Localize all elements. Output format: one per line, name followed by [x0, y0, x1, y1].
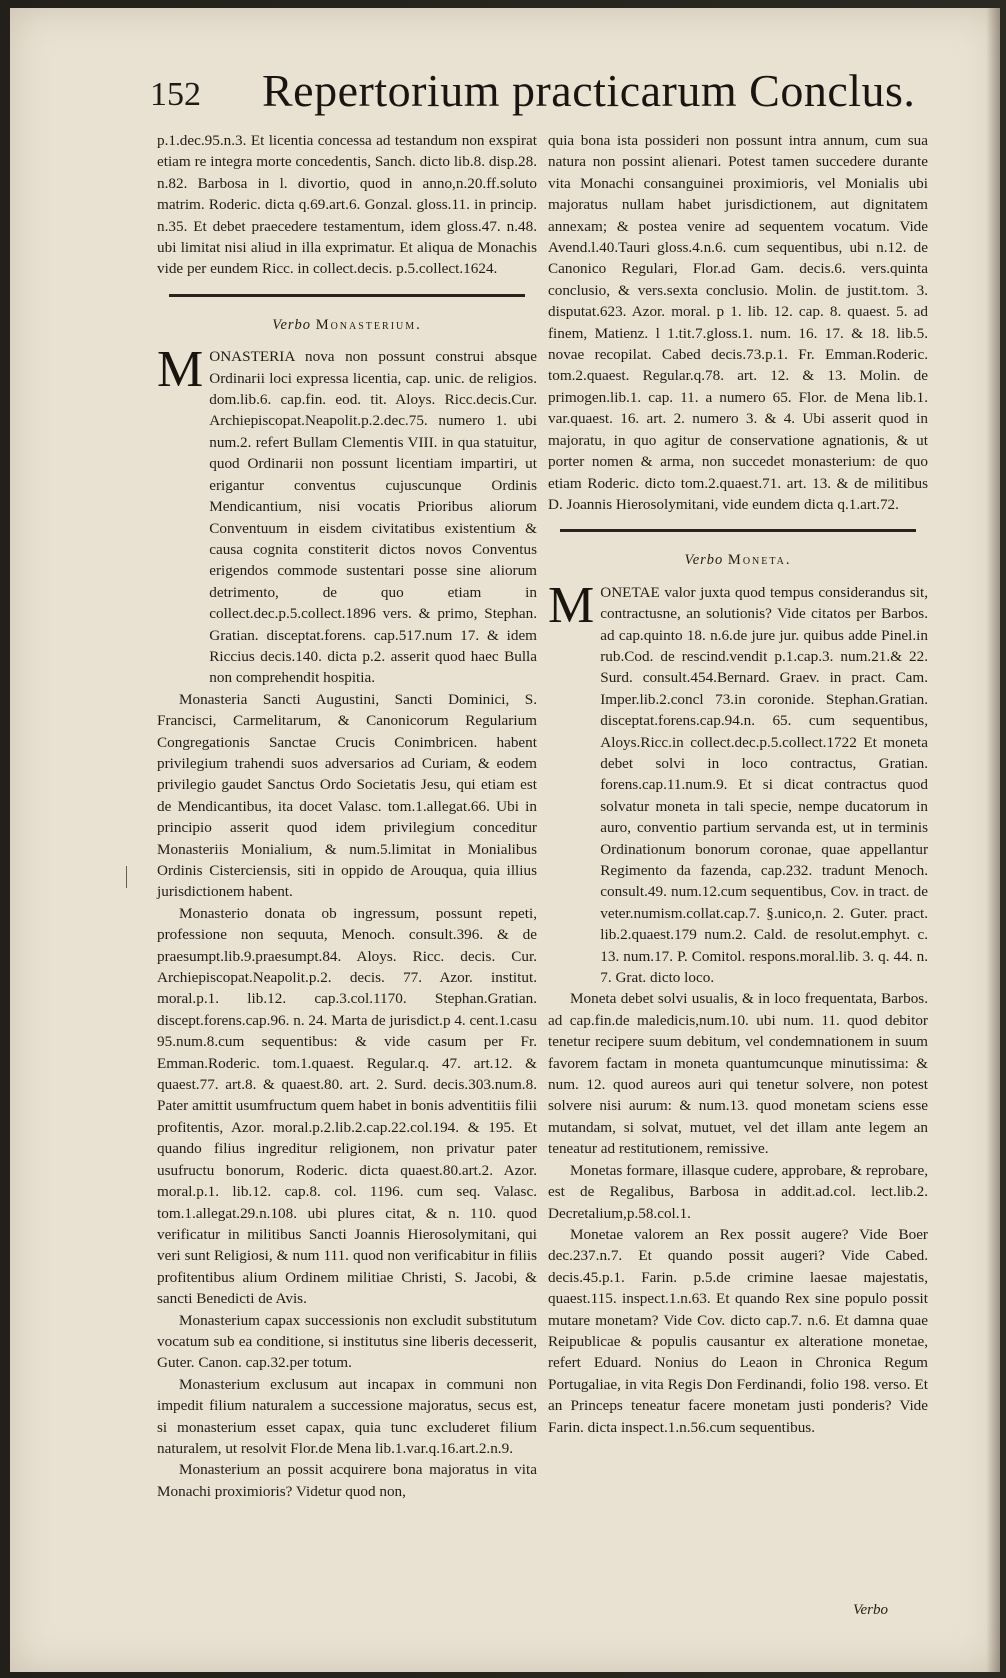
- paragraph: Monasterium exclusum aut incapax in communi non impedit filium naturalem a successione majoratus, secus est, si monasterium esset capax, quia tunc excluderet filium naturalem, ut resolvit Flor.de Mena lib.1.var.q.16.art.2.n.9.: [157, 1375, 537, 1457]
- paragraph: Monasterium an possit acquirere bona majoratus in vita Monachi proximioris? Videtur quod non,: [157, 1461, 537, 1500]
- section-heading-word: Monasterium.: [315, 316, 422, 333]
- first-paragraph: ONETAE valor juxta quod tempus considerandus sit, contractusne, an solutionis? Vide citatos per Barbos. ad cap.quinto 18. n.6.de jure jur. quibus adde Pinel.in rub.Cod. de rescind.vendit p.1.cap.3. num.21.& 22. Surd. consult.454.Bernard. Graev. in pract. Cam. Imper.lib.2.concl 73.in coronide. Stephan.Gratian. disceptat.forens.cap.94.n. 65. cum sequentibus, Aloys.Ricc.in collect.dec.p.5.collect.1722 Et moneta debet solvi in loco contractus, Gratian. forens.cap.11.num.9. Et si dicat contractus quod solvatur moneta in tali specie, nempe ducatorum in auro, conventio partium servanda est, ut in terminis Ordinationum bonorum coronae, quae appellantur Regimento da fazenda, cap.232. tradunt Menoch. consult.49. num.12.cum sequentibus, Cov. in tract. de veter.numism.collat.cap.7. §.unico,n. 2. Guter. pract. lib.2.quaest.179 num.2. Cald. de resolut.emphyt. c. 13. num.17. P. Comitol. respons.moral.lib. 3. q. 44. n. 7. Grat. dicto loco.: [600, 583, 928, 987]
- paragraph: Monasterio donata ob ingressum, possunt repeti, professione non sequuta, Menoch. consult.396. & de praesumpt.lib.9.praesumpt.84. Aloys. Ricc. decis. Cur. Archiepiscopat.Neapolit.p.2. decis. 77. Azor. institut. moral.p.1. lib.12. cap.3.col.1170. Stephan.Gratian. discept.forens.cap.96. n. 24. Marta de jurisdict.p 4. cent.1.casu 95.num.8.cum sequentibus: & vide casum per Fr. Emman.Roderic. tom.1.quaest. Regular.q. 47. art.12. & quaest.77. art.8. & quaest.80. art. 2. Surd. decis.303.num.8. Pater amittit usumfructum quem habet in bonis adventitiis filii profitentis, Azor. moral.p.2.lib.2.cap.22.col.194. & 195. Et quando filius ingreditur religionem, non privatur pater usufructu bonorum, Roderic. dicta quaest.80.art.2. Azor. moral.p.1. lib.12. cap.8. col. 1196. cum seq. Valasc. tom.1.allegat.29.n.108. ubi plures citat, & n. 110. quod verificatur in militibus Sancti Joannis Hierosolymitani, qui veri sunt Religiosi, & num 111. quod non verificabitur in filiis profitentibus alium Ordinem militiae Christi, S. Jacobi, & sancti Benedicti de Avis.: [157, 904, 537, 1308]
- paragraph: Monetas formare, illasque cudere, approbare, & reprobare, est de Regalibus, Barbosa in addit.ad.col. lect.lib.2. Decretalium,p.58.col.1.: [548, 1161, 928, 1222]
- section-heading-prefix: Verbo: [684, 552, 724, 569]
- right-column: [548, 130, 928, 1438]
- dropcap-initial: M: [548, 576, 595, 634]
- paragraph: Monasteria Sancti Augustini, Sancti Dominici, S. Francisci, Carmelitarum, & Canonicorum Regularium Congregationis Sanctae Crucis Conimbricen. habent privilegium trahendi suos adversarios ad Curiam, & eodem privilegio gaudet Sanctus Ordo Societatis Jesu, qui etiam est de Mendicantibus, ita docet Valasc. tom.1.allegat.66. Ubi in principio asserit quod idem privilegium conceditur Monasteriis Monialium, & num.5.limitat in Monialibus Ordinis Cisterciensis, siti in oppido de Arouqua, quia illius jurisdictionem habent.: [157, 690, 537, 901]
- continued-paragraph: quia bona ista possideri non possunt intra annum, cum sua natura non possint alienari. Potest tamen succedere durante vita Monachi consanguinei proximioris, vel Monialis ubi majoratus nullam habet jurisdictionem, aut dignitatem annexam; & postea venire ad sequentem vocatum. Vide Avend.l.40.Tauri gloss.4.n.6. cum sequentibus, ubi n.12. de Canonico Regulari, Flor.ad Gam. decis.6. vers.quinta conclusio, & vers.sexta conclusio. Molin. de justit.tom. 3. disputat.623. Azor. moral. p 1. lib. 12. cap. 8. quaest. 5. ad finem, Matienz. l 1.tit.7.gloss.1. num. 16. 17. & 18. lib.5. novae recopilat. Cabed decis.73.p.1. Fr. Emman.Roderic. tom.2.quaest. Regular.q.78. art. 12. & 13. Molin. de primogen.lib.1. cap. 11. a numero 65. Flor. de Mena lib.1. var.quaest. 16. art. 2. numero 3. & 4. Ubi asserit quod in majoratu, in quo agitur de conservatione agnationis, & ut porter nomen & arma, non succedet monasterium: de quo etiam Roderic. dicto tom.2.quaest.71. art. 13. & de militibus D. Joannis Hierosolymitani, vide eundem dicta q.1.art.72.: [548, 132, 928, 513]
- running-title: Repertorium practicarum Conclus.: [262, 65, 916, 116]
- first-paragraph-block: [157, 341, 537, 689]
- paragraph: Monetae valorem an Rex possit augere? Vide Boer dec.237.n.7. Et quando possit augeri? Vide Cabed. decis.45.p.1. Farin. p.5.de crimine laesae majestatis, quaest.115. inspect.1.n.63. Et quando Rex sine populo possit mutare monetam? Vide Cov. dicto cap.7. n.6. Et damna quae Reipublicae & populis causantur ex alteratione monetae, refert Eduard. Nonius do Leaon in Chronica Regum Portugaliae, in vita Regis Don Ferdinandi, folio 198. verso. Et an Princeps teneatur facere monetam justi ponderis? Vide Farin. dicta inspect.1.n.56.cum sequentibus.: [548, 1225, 928, 1436]
- section-divider: [169, 294, 525, 297]
- margin-mark: [126, 866, 127, 888]
- section-heading-prefix: Verbo: [272, 316, 312, 333]
- page-header: [150, 64, 916, 124]
- first-paragraph-block: [548, 576, 928, 989]
- first-paragraph: ONASTERIA nova non possunt construi absque Ordinarii loci expressa licentia, cap. unic. de religios. dom.lib.6. cap.fin. eod. tit. Aloys. Ricc.decis.Cur. Archiepiscopat.Neapolit.p.2.dec.75. numero 1. ubi num.2. refert Bullam Clementis VIII. in qua statuitur, quod Ordinarii non possunt licentiam impartiri, ut erigantur conventus cujuscunque Ordinis Mendicantium, nisi vocatis Prioribus aliorum Conventuum in eisdem civitatibus existentium & causa cognita constiterit dictos novos Conventus erigendos commode sustentari posse sine aliorum detrimento, de quo etiam in collect.dec.p.5.collect.1896 vers. & primo, Stephan. Gratian. disceptat.forens. cap.517.num 17. & idem Riccius decis.140. dicta p.2. asserit quod haec Bulla non comprehendit hospitia.: [209, 348, 537, 687]
- section-divider: [560, 529, 916, 532]
- section-heading-monasterium: [157, 315, 537, 336]
- catchword: Verbo: [853, 1602, 888, 1618]
- book-page: [10, 8, 1000, 1672]
- dropcap-initial: M: [157, 341, 204, 399]
- paragraph: Moneta debet solvi usualis, & in loco frequentata, Barbos. ad cap.fin.de maledicis,num.10. ubi num. 11. quod debitor tenetur recipere suum debitum, vel condemnationem in suum favorem factam in moneta quantumcunque minutissima: & num. 12. quod aureos auri qui tenetur solvere, non potest solvere nisi aurum: & num.13. quod monetam sciens esse mutandam, si solvat, mutuet, vel det illam ante legem an teneatur ad restitutionem, remissive.: [548, 990, 928, 1158]
- continued-paragraph: p.1.dec.95.n.3. Et licentia concessa ad testandum non exspirat etiam re integra morte concedentis, Sanch. dicto lib.8. disp.28. n.82. Barbosa in l. divortio, quod in anno,n.20.ff.soluto matrim. Roderic. dicta q.69.art.6. Gonzal. gloss.11. in princip. n.35. Et debet praecedere testamentum, idem gloss.47. n.48. ubi limitat nisi aliud in illa exprimatur. Et aliqua de Monachis vide per eundem Ricc. in collect.decis. p.5.collect.1624.: [157, 132, 537, 278]
- section-heading-word: Moneta.: [727, 552, 792, 569]
- left-column: [157, 130, 537, 1502]
- section-heading-moneta: [548, 550, 928, 571]
- paragraph: Monasterium capax successionis non excludit substitutum vocatum sub ea conditione, si institutus sine liberis decesserit, Guter. Canon. cap.32.per totum.: [157, 1311, 537, 1372]
- page-number: 152: [150, 76, 201, 113]
